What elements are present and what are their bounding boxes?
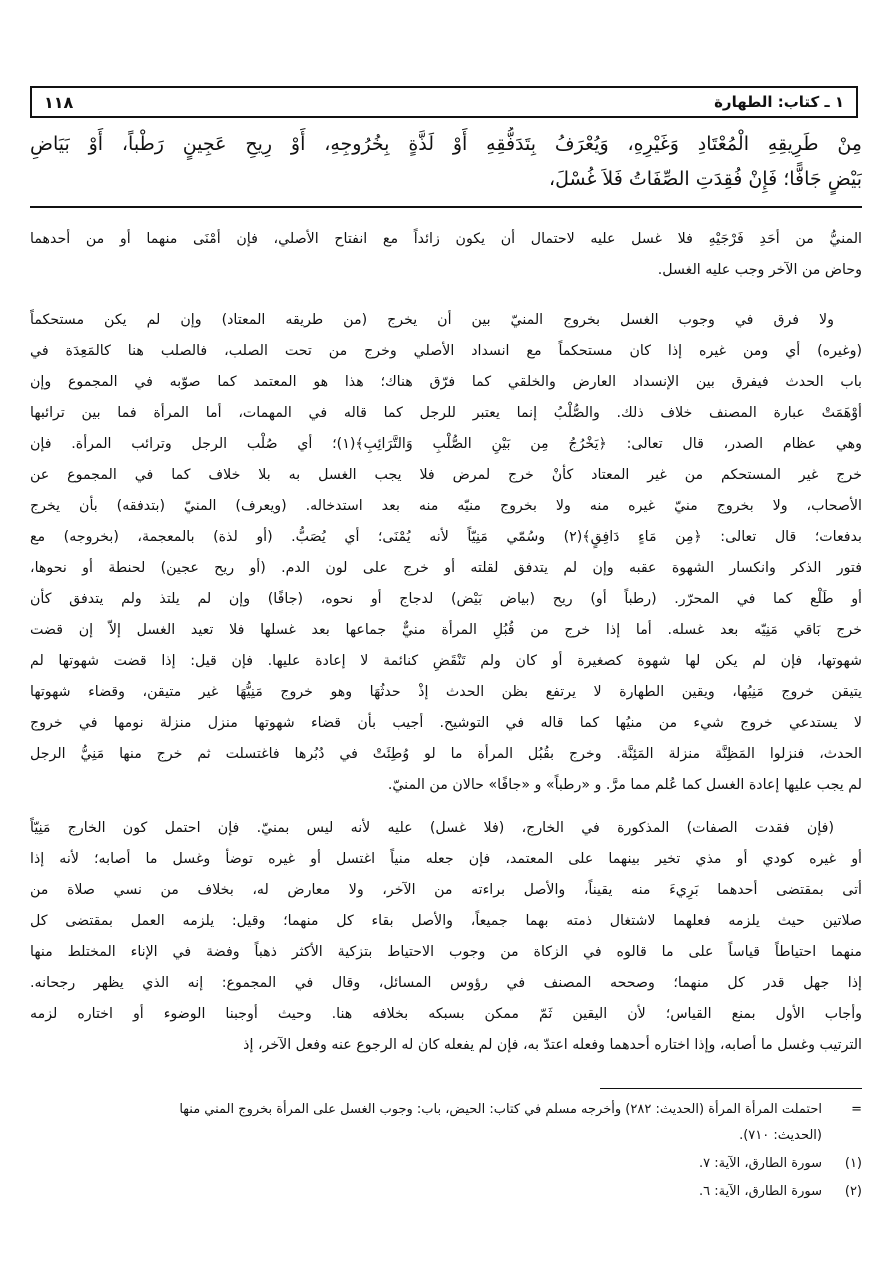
main-text xyxy=(30,127,862,197)
commentary-line: (وغيره) أي ومن غيره إذا كان مستحكماً مع انسداد الأصلي وخرج من تحت الصلب، فالصلب هنا كالمَعِدَة في xyxy=(30,343,862,359)
footnote-marker: (١) xyxy=(844,1156,862,1171)
commentary-paragraph xyxy=(30,813,862,1061)
commentary-line: أتى بمقتضى أحدهما بَرِيءَ منه يقيناً، والأصل براءته من الآخر، ولا معارض له، بخلاف من نسي صلاة من xyxy=(30,882,862,898)
footnote-text: سورة الطارق، الآية: ٧. xyxy=(699,1156,822,1171)
commentary-line: إذا جهل قدر كل منهما؛ وصححه المصنف في رؤوس المسائل، وقال في المجموع: إنه الذي يظهر رجحانه. xyxy=(30,975,862,991)
separator-rule xyxy=(30,206,862,208)
commentary-line: ولا فرق في وجوب الغسل بخروج المنيّ بين أن يخرج (من طريقه المعتاد) وإن لم يكن مستحكماً xyxy=(30,312,834,328)
commentary-line: الترتيب وغسل ما أصابه، وإذا اختاره أحدهما وفعله اعتدّ به، فإن لم يفعله كان له الرجوع عنه وفعل الآخر، إذ xyxy=(243,1037,862,1053)
commentary-line: يتيقن خروج مَنِيُها، ويقين الطهارة لا يرتفع بظن الحدث إذْ حدثُهَا وهو خروج مَنِيُّهَا غير متيقن، وقضاء شهوتها xyxy=(30,684,862,700)
commentary-line: باب الحدث فيفرق بين الإنسداد العارض والخلقي كما فرّق هناك؛ هذا هو المعتمد كما صوّبه في المجموع وإن xyxy=(30,374,862,390)
commentary-line: منهما احتياطاً قياساً على ما قالوه في الزكاة من وجوب الاحتياط بتزكية الأكثر ذهباً وفضة في الإناء المختلط منها xyxy=(30,944,862,960)
chapter-title: ١ ـ كتاب: الطهارة xyxy=(714,93,844,111)
footnote-marker xyxy=(822,1123,862,1149)
commentary-line: لم يجب عليها إعادة الغسل كما عُلم مما مرَّ. و «رطباً» و «جافًا» حالان من المنيّ. xyxy=(387,777,862,793)
commentary-line: وأجاب الأول بمنع القياس؛ لأن اليقين ثَمّ ممكن بسبكه بخلافه هنا. وحيث أوجبنا الوضوء أو اختاره لزمه xyxy=(30,1006,862,1022)
commentary-line: شهوتها، فإن لم يكن لها شهوة كصغيرة أو كان ولم تَنْقَضِ كنائمة لا إعادة عليها. فإن قيل: إذا قضت شهوتها لم xyxy=(30,653,862,669)
footnote xyxy=(30,1151,862,1177)
footnote-text: احتملت المرأة المرأة (الحديث: ٢٨٢) وأخرجه مسلم في كتاب: الحيض، باب: وجوب الغسل على المرأة بخروج المني منها xyxy=(179,1102,822,1117)
commentary-paragraph xyxy=(30,305,862,801)
footnote-rule xyxy=(600,1088,862,1089)
footnote-marker: (٢) xyxy=(844,1184,862,1199)
commentary-line: المنيُّ من أحَدِ فَرْجَيْهِ فلا غسل عليه لاحتمال أن يكون زائداً مع انفتاح الأصلي، فإن أمْنَى منهما أو من أحدهما xyxy=(30,231,862,247)
commentary-line: لا يستدعي خروج شيء من منيُها كما قاله في التوشيح. أجيب بأن قضاء شهوتها منزل منزلة نومها في خروج xyxy=(30,715,862,731)
footnotes xyxy=(30,1097,862,1205)
running-header xyxy=(30,86,858,118)
page-number: ١١٨ xyxy=(44,92,74,112)
commentary-line: الحدث، فنزلوا المَظِنَّة منزلة المَئِنَّة. وخرج بقُبُل المرأة ما لو وُطِئَتْ في دُبُرها فاغتسلت ثم خرج منها مَنِيُّ الرجل xyxy=(30,746,862,762)
footnote xyxy=(30,1123,862,1149)
commentary-line: صلاتين حيث يلزمه فعلهما لاشتغال ذمته بهما جميعاً، والأصل بقاء كل منهما؛ وقيل: يلزمه العمل بمقتضى كل xyxy=(30,913,862,929)
commentary-line: الأصحاب، ولا بخروج منيّ غيره منه ولا بخروج منيّه منه بعد استدخاله. (ويعرف) المنيّ (بتدفقه) بأن يخرج xyxy=(30,498,862,514)
matn-line: بَيْضٍ جَافًّا؛ فَإِنْ فُقِدَتِ الصِّفَاتُ فَلاَ غُسْلَ، xyxy=(548,168,862,190)
footnote xyxy=(30,1097,862,1123)
footnote-marker: = xyxy=(851,1102,862,1117)
commentary-line: خرج بَاقي مَنِيّه بعد غسله. أما إذا خرج من قُبُلِ المرأة منيٌّ جماعها بعد غسلها فلا تعيد الغسل إلاّ إن قضت xyxy=(30,622,862,638)
commentary-line: (فإن فقدت الصفات) المذكورة في الخارج، (فلا غسل) عليه لأنه ليس بمنيّ. فإن احتمل كون الخارج مَنِيّاً xyxy=(30,820,834,836)
footnote-text: (الحديث: ٧١٠). xyxy=(739,1128,822,1143)
commentary-line: أو طَلْع كما في المحرّر. (رطباً أو) ريح (بياض بَيْض) لدجاج أو نحوه، (جافًا) وإن لم يلتذ ولم يتدفق كأن xyxy=(30,591,862,607)
commentary-line: بدفعات؛ قال تعالى: ﴿مِن مَاءٍ دَافِقٍ﴾(٢) وسُمّي مَنِيّاً لأنه يُمْنَى؛ أي يُصَبُّ. (أو لذة) بالمعجمة، (بخروجه) مع xyxy=(30,529,862,545)
commentary-line: أوْهَمَتْ عبارة المصنف خلاف ذلك. والصُّلْبُ إنما يعتبر للرجل كما قاله في المهمات، أما المرأة فما بين ترائبها xyxy=(30,405,862,421)
matn-line: مِنْ طَرِيقِهِ الْمُعْتَادِ وَغَيْرِهِ، وَيُعْرَفُ بِتَدَفُّقِهِ أَوْ لَذَّةٍ بِخُرُوجِهِ، أَوْ رِيحِ عَجِينٍ رَطْباً، أَوْ بَيَاضِ xyxy=(30,133,862,155)
footnote xyxy=(30,1179,862,1205)
commentary-line: أو غيره كودي أو مذي تخير بينهما على المعتمد، فإن جعله منياً اغتسل أو غيره توضأ وغسل ما أصابه؛ لأنه إذا xyxy=(30,851,862,867)
footnote-text: سورة الطارق، الآية: ٦. xyxy=(699,1184,822,1199)
commentary-line: وحاض من الآخر وجب عليه الغسل. xyxy=(657,262,862,278)
commentary-paragraph xyxy=(30,224,862,286)
commentary-line: خرج غير المستحكم من غير المعتاد كأنْ خرج لمرض فلا يجب الغسل به بلا خلاف كما في المجموع عن xyxy=(30,467,862,483)
commentary-line: وهي عظام الصدر، قال تعالى: ﴿يَخْرُجُ مِن بَيْنِ الصُّلْبِ وَالتَّرَائِبِ﴾(١)؛ أي صُلْب الرجل وترائب المرأة. فإن xyxy=(30,436,862,452)
commentary-line: فتور الذكر وانكسار الشهوة عقبه وإن لم يتدفق لقلته أو خرج على لون الدم. (أو ريح عجين) لحنطة أو نحوها، xyxy=(30,560,862,576)
